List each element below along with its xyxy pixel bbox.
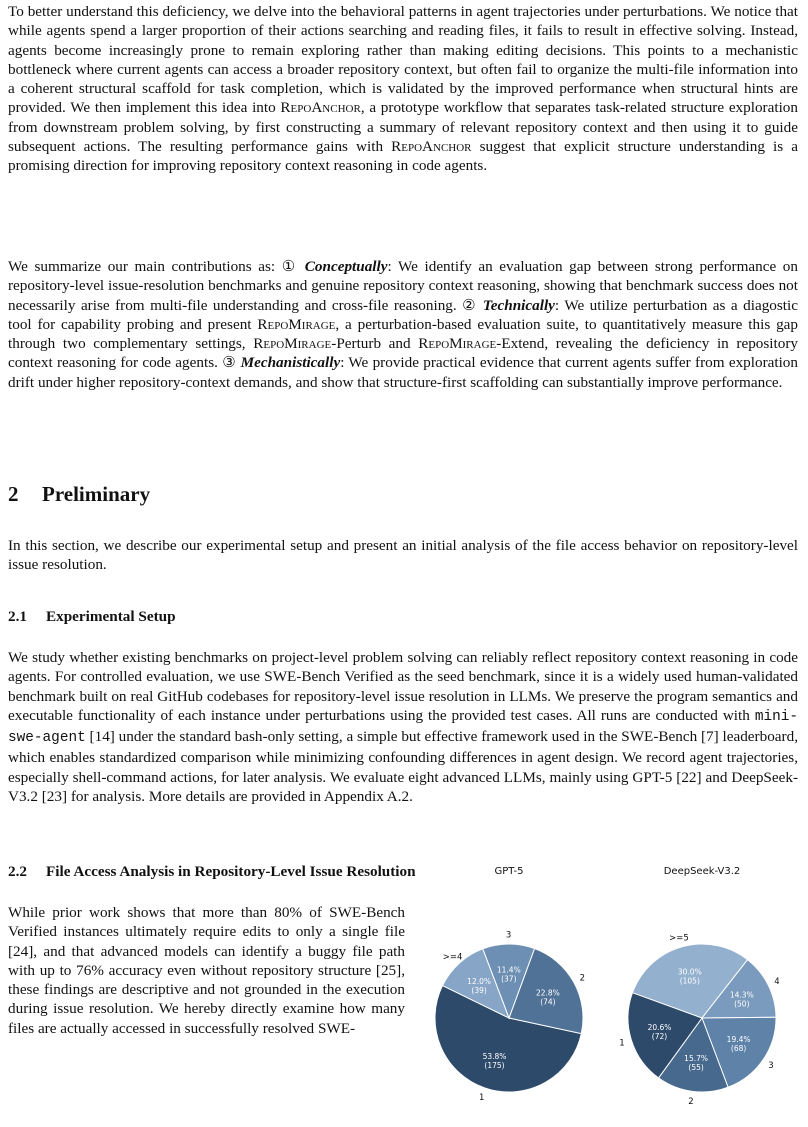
slice-percent-label: 11.4%: [496, 965, 521, 975]
system-name: RepoMirage: [253, 335, 332, 353]
text-run: [14] under the standard bash-only setting, a simple but effective framework used in the SWE-Bench [7] leaderboard, which enables standardized comparison while minimizing confounding differences in agent design. We record agent trajectories, especially shell-command actions, for later analysis. We evaluate eight advanced LLMs, mainly using GPT-5 [22] and DeepSeek-V3.2 [23] for analysis. More details are provided in Appendix A.2.: [8, 728, 798, 806]
paragraph-contributions: [8, 257, 798, 392]
slice-percent-label: 19.4%: [726, 1035, 751, 1045]
slice-category-label: 1: [619, 1038, 625, 1049]
paragraph-setup: [8, 648, 798, 806]
pie-charts-svg: [418, 858, 804, 1122]
slice-percent-label: 22.8%: [535, 988, 560, 998]
slice-category-label: 1: [478, 1093, 485, 1103]
text-run: suggest that explicit structure understanding is a promising direction for improving repository context reasoning in code agents.: [8, 138, 798, 175]
slice-count-label: (175): [484, 1061, 505, 1070]
chart-title: DeepSeek-V3.2: [663, 866, 741, 877]
keyword-technically: Technically: [482, 296, 555, 314]
section-number: 2: [8, 482, 19, 506]
system-name: RepoAnchor: [391, 138, 472, 156]
slice-category-label: >=4: [442, 952, 463, 963]
subsection-title: Experimental Setup: [46, 608, 176, 625]
text-run: : We utilize perturbation as a diagostic tool for capability probing and present: [8, 296, 798, 333]
slice-count-label: (50): [734, 999, 750, 1009]
text-run: -Extend, revealing the deficiency in repository context reasoning for code agents. ③: [8, 335, 798, 372]
slice-percent-label: 12.0%: [467, 977, 492, 987]
code-name: mini-swe-agent: [8, 708, 798, 747]
slice-count-label: (55): [688, 1063, 704, 1072]
text-run: , a perturbation-based evaluation suite, to quantitatively measure this gap through two complementary settings,: [8, 315, 799, 353]
text-run: : We identify an evaluation gap between strong performance on repository-level issue-resolution benchmarks and genuine repository context reasoning, showing that benchmark success does not necessarily arise from multi-file understanding and cross-file reasoning. ②: [8, 258, 798, 314]
slice-category-label: 2: [579, 973, 586, 984]
slice-category-label: >=5: [669, 933, 689, 944]
paragraph-section-intro: In this section, we describe our experimental setup and present an initial analysis of the file access behavior on repository-level issue resolution.: [8, 537, 798, 574]
system-name: RepoAnchor: [280, 99, 361, 117]
slice-category-label: 3: [505, 930, 512, 941]
keyword-mechanistically: Mechanistically: [240, 354, 341, 372]
subsection-heading: [8, 608, 176, 626]
text-run: : We provide practical evidence that current agents suffer from exploration drift under higher repository-context demands, and show that structure-first scaffolding can substantially improve performance.: [8, 354, 798, 391]
slice-count-label: (72): [651, 1032, 668, 1041]
slice-percent-label: 15.7%: [684, 1054, 709, 1063]
slice-count-label: (37): [501, 974, 517, 984]
slice-category-label: 4: [774, 977, 780, 987]
text-run: We study whether existing benchmarks on project-level problem solving can reliably reflect repository context reasoning in code agents. For controlled evaluation, we use SWE-Bench Verified as the seed benchmark, since it is a widely used human-validated benchmark built on real GitHub codebases for repository-level issue resolution in LLMs. We preserve the program semantics and executable functionality of each instance under perturbations using the provided test cases. All runs are conducted with: [8, 649, 798, 724]
keyword-conceptually: Conceptually: [304, 258, 388, 275]
subsection-heading: [8, 863, 416, 881]
slice-percent-label: 14.3%: [729, 990, 754, 1000]
system-name: RepoMirage: [257, 315, 336, 333]
system-name: RepoMirage: [418, 335, 497, 353]
slice-percent-label: 53.8%: [482, 1052, 507, 1061]
text-run: -Perturb and: [331, 335, 419, 353]
slice-percent-label: 20.6%: [647, 1023, 672, 1032]
subsection-number: 2.2: [8, 863, 27, 880]
slice-count-label: (39): [471, 986, 487, 996]
subsection-number: 2.1: [8, 608, 27, 625]
chart-title: GPT-5: [494, 866, 524, 877]
text-run: To better understand this deficiency, we delve into the behavioral patterns in agent trajectories under perturbations. We notice that while agents spend a larger proportion of their actions searching and reading files, it fails to result in effective solving. Instead, agents become increasingly prone to remain exploring rather than making editing decisions. This points to a mechanistic bottleneck where current agents can access a broader repository context, but often fail to organize the multi-file information into a coherent structural scaffold for task completion, which is validated by the improved performance when structural hints are provided. We then implement this idea into: [8, 3, 798, 117]
slice-category-label: 3: [768, 1061, 774, 1072]
pie-charts-figure: [418, 858, 804, 1122]
text-run: We summarize our main contributions as: ①: [8, 258, 305, 275]
section-title: Preliminary: [42, 482, 151, 506]
slice-category-label: 2: [688, 1096, 694, 1107]
subsection-title: File Access Analysis in Repository-Level Issue Resolution: [46, 863, 416, 880]
slice-percent-label: 30.0%: [677, 967, 702, 977]
slice-count-label: (105): [679, 976, 700, 986]
paragraph-file-access: While prior work shows that more than 80% of SWE-Bench Verified instances ultimately require edits to only a single file [24], and that advanced models can identify a buggy file path with up to 76% accuracy even without repository structure [25], these findings are descriptive and not grounded in the execution during issue resolution. We hereby directly examine how many files are actually accessed in successfully resolved SWE-: [8, 904, 405, 1037]
slice-count-label: (68): [730, 1044, 747, 1054]
slice-count-label: (74): [540, 997, 556, 1007]
text-run: , a prototype workflow that separates task-related structure exploration from downstream problem solving, by first constructing a summary of relevant repository context and then using it to guide subsequent actions. The resulting performance gains with: [8, 99, 798, 156]
paragraph-deficiency: [8, 2, 798, 176]
section-heading: [8, 482, 150, 507]
